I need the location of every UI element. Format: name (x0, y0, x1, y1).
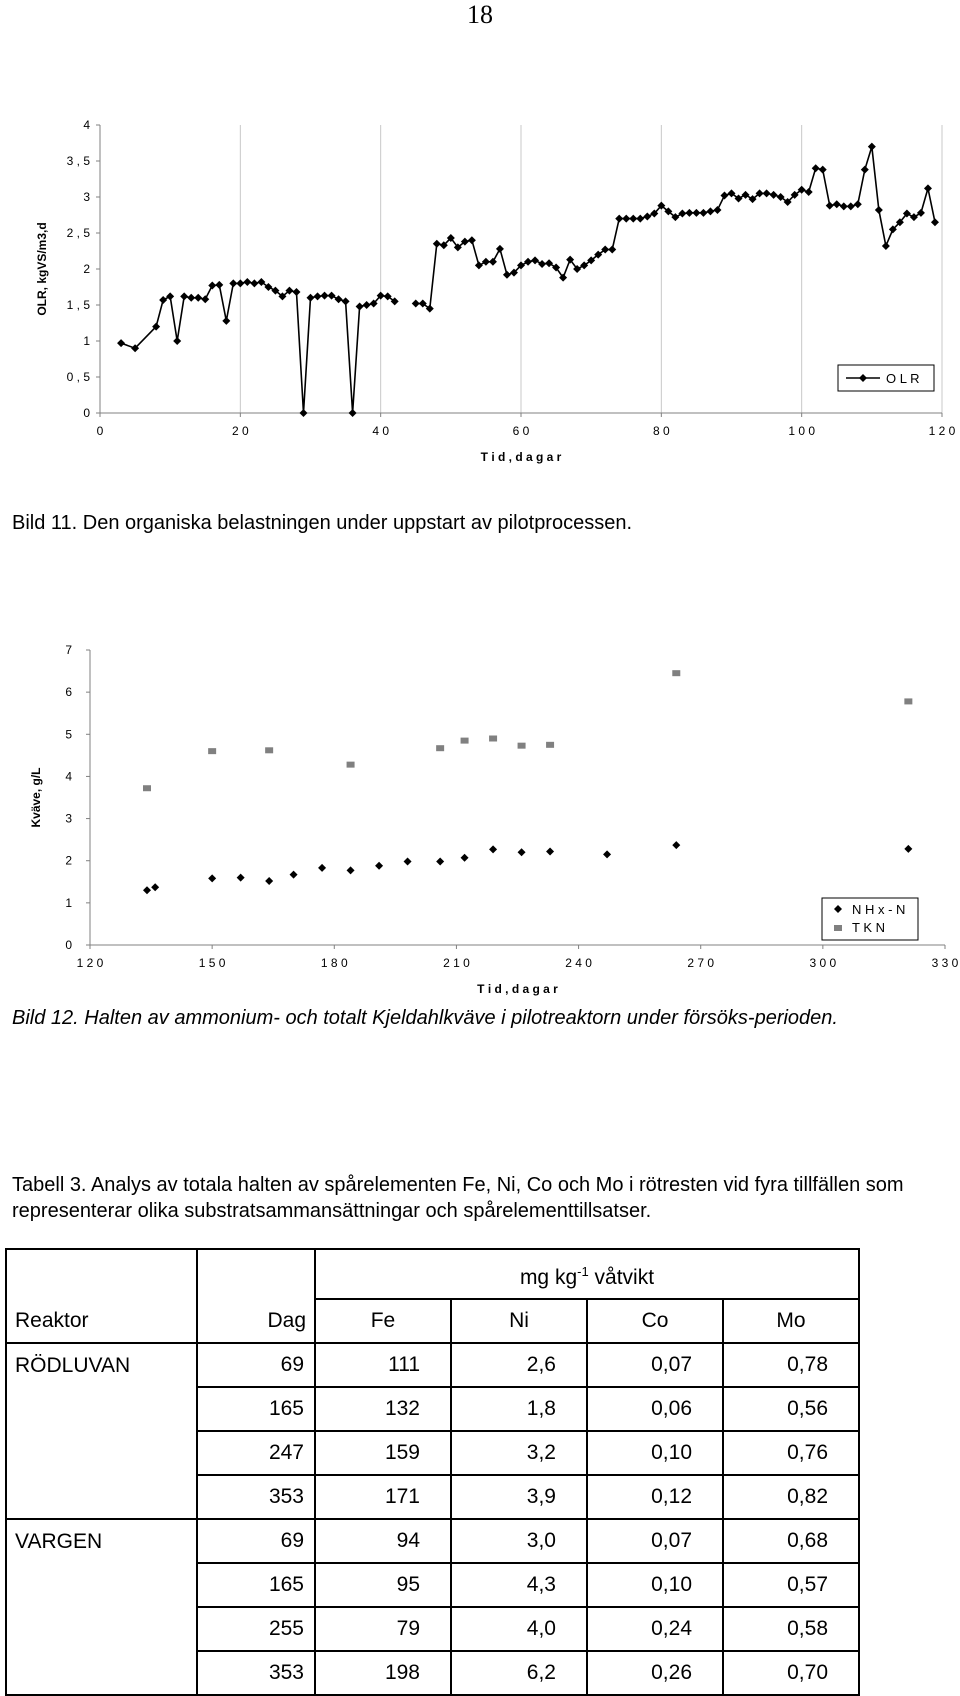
fe-cell: 159 (315, 1431, 451, 1475)
legend-label-tkn: T K N (852, 920, 885, 935)
olr-point (173, 337, 181, 345)
olr-point (629, 215, 637, 223)
reaktor-cell (6, 1387, 197, 1431)
x-tick-label: 1 2 0 (928, 424, 956, 438)
olr-point (503, 271, 511, 279)
olr-point (328, 292, 336, 300)
nhx-n-point (237, 874, 245, 882)
mo-cell: 0,58 (723, 1607, 859, 1651)
olr-point (524, 258, 532, 266)
ni-cell: 4,3 (451, 1563, 587, 1607)
table-caption: Tabell 3. Analys av totala halten av spårelementen Fe, Ni, Co och Mo i rötresten vid fyra tillfällen som representerar olika substratsammansättningar och spårelementtillsatser. (12, 1174, 904, 1222)
tkn-point (208, 748, 216, 754)
page-number: 18 (467, 0, 493, 29)
olr-point (159, 296, 167, 304)
dag-cell: 247 (197, 1431, 315, 1475)
ni-cell: 2,6 (451, 1343, 587, 1387)
olr-point (742, 191, 750, 199)
y-tick-label: 0 , 5 (66, 370, 90, 384)
olr-point (861, 166, 869, 174)
dag-cell: 255 (197, 1607, 315, 1651)
olr-point (833, 200, 841, 208)
olr-point (699, 209, 707, 217)
olr-point (482, 258, 490, 266)
olr-point (349, 409, 357, 417)
olr-point (910, 213, 918, 221)
y-tick-label: 0 (65, 938, 72, 952)
ni-cell: 1,8 (451, 1387, 587, 1431)
ni-cell: 3,0 (451, 1519, 587, 1563)
y-tick-label: 7 (65, 643, 72, 657)
y-tick-label: 1 (65, 895, 72, 910)
caption-bild-11: Bild 11. Den organiska belastningen under uppstart av pilotprocessen. (12, 512, 633, 534)
co-cell: 0,10 (587, 1563, 723, 1607)
olr-point (847, 202, 855, 210)
olr-point (180, 292, 188, 300)
table-row (6, 1387, 859, 1431)
mo-cell: 0,56 (723, 1387, 859, 1431)
unit-suffix: våtvikt (588, 1266, 655, 1289)
mo-cell: 0,76 (723, 1431, 859, 1475)
header-co: Co (587, 1299, 723, 1343)
olr-point (840, 202, 848, 210)
olr-point (342, 297, 350, 305)
caption-bild-12: Bild 12. Halten av ammonium- och totalt Kjeldahlkväve i pilotreaktorn under försöks-perioden. (12, 1007, 838, 1029)
olr-point (243, 278, 251, 286)
tkn-point (347, 762, 355, 768)
co-cell: 0,06 (587, 1387, 723, 1431)
olr-point (826, 202, 834, 210)
x-tick-label: 6 0 (512, 424, 530, 438)
olr-point (117, 339, 125, 347)
olr-point (643, 212, 651, 220)
olr-point (314, 292, 322, 300)
x-tick-label: 2 4 0 (565, 956, 592, 970)
mo-cell: 0,78 (723, 1343, 859, 1387)
x-tick-label: 1 8 0 (320, 956, 348, 970)
olr-point (868, 143, 876, 151)
olr-point (685, 209, 693, 217)
y-axis-label: Kväve, g/L (29, 767, 43, 828)
fe-cell: 132 (315, 1387, 451, 1431)
reaktor-cell (6, 1563, 197, 1607)
header-fe: Fe (315, 1299, 451, 1343)
nhx-n-point (603, 850, 611, 858)
tkn-point (672, 670, 680, 676)
mo-cell: 0,57 (723, 1563, 859, 1607)
nhx-n-point (489, 845, 497, 853)
olr-point (538, 260, 546, 268)
legend-label-nhx-n: N H x - N (852, 902, 906, 917)
olr-point (875, 206, 883, 214)
co-cell: 0,07 (587, 1343, 723, 1387)
fe-cell: 95 (315, 1563, 451, 1607)
olr-point (692, 209, 700, 217)
olr-point (531, 256, 539, 264)
table-row (6, 1563, 859, 1607)
olr-point (229, 279, 237, 287)
olr-point (545, 259, 553, 267)
nhx-n-point (672, 841, 680, 849)
table-body (6, 1343, 859, 1695)
nhx-n-point (208, 874, 216, 882)
nhx-n-point (436, 858, 444, 866)
table-row (6, 1607, 859, 1651)
tkn-point (518, 743, 526, 749)
nhx-n-point (461, 854, 469, 862)
nhx-n-point (318, 864, 326, 872)
nhx-n-point (375, 862, 383, 870)
table-row (6, 1475, 859, 1519)
reaktor-cell: RÖDLUVAN (6, 1343, 197, 1387)
ni-cell: 6,2 (451, 1651, 587, 1695)
y-tick-label: 1 (83, 334, 90, 348)
x-tick-label: 1 0 0 (788, 424, 816, 438)
table-row (6, 1343, 859, 1387)
y-tick-label: 4 (65, 769, 72, 784)
dag-cell: 69 (197, 1519, 315, 1563)
ni-cell: 4,0 (451, 1607, 587, 1651)
olr-point (215, 281, 223, 289)
dag-cell: 353 (197, 1651, 315, 1695)
x-tick-label: 1 2 0 (76, 956, 104, 970)
olr-point (187, 294, 195, 302)
y-tick-label: 2 , 5 (66, 226, 90, 240)
ni-cell: 3,9 (451, 1475, 587, 1519)
tkn-point (489, 736, 497, 742)
y-tick-label: 0 (83, 406, 90, 420)
tkn-point (265, 747, 273, 753)
co-cell: 0,10 (587, 1431, 723, 1475)
nhx-n-point (151, 883, 159, 891)
olr-point (636, 215, 644, 223)
x-axis-label: T i d , d a g a r (480, 450, 562, 464)
nhx-n-point (518, 848, 526, 856)
y-tick-label: 2 (65, 853, 72, 868)
table-row (6, 1519, 859, 1563)
nhx-n-point (143, 886, 151, 894)
olr-point (307, 294, 315, 302)
reaktor-cell (6, 1607, 197, 1651)
olr-point (819, 166, 827, 174)
olr-point (854, 200, 862, 208)
table-header-row (6, 1299, 859, 1343)
nhx-n-point (546, 847, 554, 855)
mo-cell: 0,82 (723, 1475, 859, 1519)
olr-point (706, 207, 714, 215)
olr-series-line (416, 147, 935, 309)
y-tick-label: 3 , 5 (66, 154, 90, 168)
header-reaktor: Reaktor (6, 1299, 197, 1343)
olr-point (608, 246, 616, 254)
table-row (6, 1651, 859, 1695)
co-cell: 0,24 (587, 1607, 723, 1651)
dag-cell: 353 (197, 1475, 315, 1519)
nhx-n-point (265, 877, 273, 885)
olr-point (299, 409, 307, 417)
header-ni: Ni (451, 1299, 587, 1343)
legend-marker-tkn (834, 925, 842, 931)
tkn-point (546, 742, 554, 748)
y-tick-label: 5 (65, 727, 72, 742)
table-row (6, 1431, 859, 1475)
olr-point (363, 301, 371, 309)
olr-point (763, 189, 771, 197)
x-tick-label: 2 1 0 (443, 956, 470, 970)
olr-point (468, 236, 476, 244)
nhx-n-point (904, 845, 912, 853)
x-tick-label: 3 0 0 (809, 956, 837, 970)
olr-point (805, 188, 813, 196)
olr-point (335, 295, 343, 303)
table-unit-row (6, 1249, 859, 1299)
mo-cell: 0,70 (723, 1651, 859, 1695)
dag-cell: 165 (197, 1387, 315, 1431)
x-axis-label: T i d , d a g a r (477, 982, 558, 996)
olr-point (222, 317, 230, 325)
x-tick-label: 3 3 0 (931, 956, 959, 970)
x-tick-label: 2 0 (231, 424, 249, 438)
legend-label: O L R (886, 371, 920, 386)
nhx-n-point (404, 858, 412, 866)
nhx-n-point (347, 866, 355, 874)
reaktor-cell (6, 1651, 197, 1695)
olr-point (917, 209, 925, 217)
olr-point (713, 206, 721, 214)
unit-exponent: -1 (577, 1264, 589, 1279)
olr-point (489, 258, 497, 266)
olr-point (622, 215, 630, 223)
olr-point (412, 300, 420, 308)
fe-cell: 111 (315, 1343, 451, 1387)
y-tick-label: 1 , 5 (66, 298, 90, 312)
olr-point (882, 242, 890, 250)
unit-prefix: mg kg (519, 1266, 578, 1289)
dag-cell: 69 (197, 1343, 315, 1387)
fe-cell: 198 (315, 1651, 451, 1695)
tkn-point (143, 785, 151, 791)
olr-point (356, 302, 364, 310)
ni-cell: 3,2 (451, 1431, 587, 1475)
reaktor-cell: VARGEN (6, 1519, 197, 1563)
tkn-point (436, 745, 444, 751)
fe-cell: 79 (315, 1607, 451, 1651)
olr-point (496, 245, 504, 253)
olr-point (292, 288, 300, 296)
olr-point (166, 292, 174, 300)
olr-point (236, 279, 244, 287)
co-cell: 0,26 (587, 1651, 723, 1695)
y-tick-label: 3 (65, 811, 72, 826)
nitrogen-chart (0, 640, 960, 1040)
header-mo: Mo (723, 1299, 859, 1343)
olr-point (433, 240, 441, 248)
fe-cell: 94 (315, 1519, 451, 1563)
olr-point (615, 215, 623, 223)
header-dag: Dag (197, 1299, 315, 1343)
tkn-point (461, 738, 469, 744)
olr-point (931, 218, 939, 226)
olr-point (720, 192, 728, 200)
mo-cell: 0,68 (723, 1519, 859, 1563)
x-tick-label: 4 0 (372, 424, 390, 438)
table-unit-header (315, 1249, 859, 1299)
y-axis-label: OLR, kgVS/m3,d (35, 222, 49, 316)
olr-point (678, 210, 686, 218)
trace-element-table (5, 1248, 860, 1696)
olr-point (770, 191, 778, 199)
tkn-point (904, 698, 912, 704)
dag-cell: 165 (197, 1563, 315, 1607)
x-tick-label: 0 (96, 424, 104, 438)
olr-point (924, 184, 932, 192)
reaktor-cell (6, 1431, 197, 1475)
nhx-n-point (290, 871, 298, 879)
x-tick-label: 8 0 (652, 424, 670, 438)
reaktor-cell (6, 1475, 197, 1519)
x-tick-label: 1 5 0 (198, 956, 226, 970)
olr-point (812, 164, 820, 172)
fe-cell: 171 (315, 1475, 451, 1519)
olr-point (201, 295, 209, 303)
olr-chart (0, 105, 960, 575)
y-tick-label: 2 (83, 262, 90, 276)
y-tick-label: 3 (83, 190, 90, 204)
olr-point (321, 292, 329, 300)
olr-point (475, 261, 483, 269)
co-cell: 0,07 (587, 1519, 723, 1563)
co-cell: 0,12 (587, 1475, 723, 1519)
olr-point (250, 279, 258, 287)
y-tick-label: 6 (65, 685, 72, 700)
x-tick-label: 2 7 0 (687, 956, 715, 970)
olr-point (208, 282, 216, 290)
olr-point (194, 294, 202, 302)
y-tick-label: 4 (83, 118, 90, 132)
